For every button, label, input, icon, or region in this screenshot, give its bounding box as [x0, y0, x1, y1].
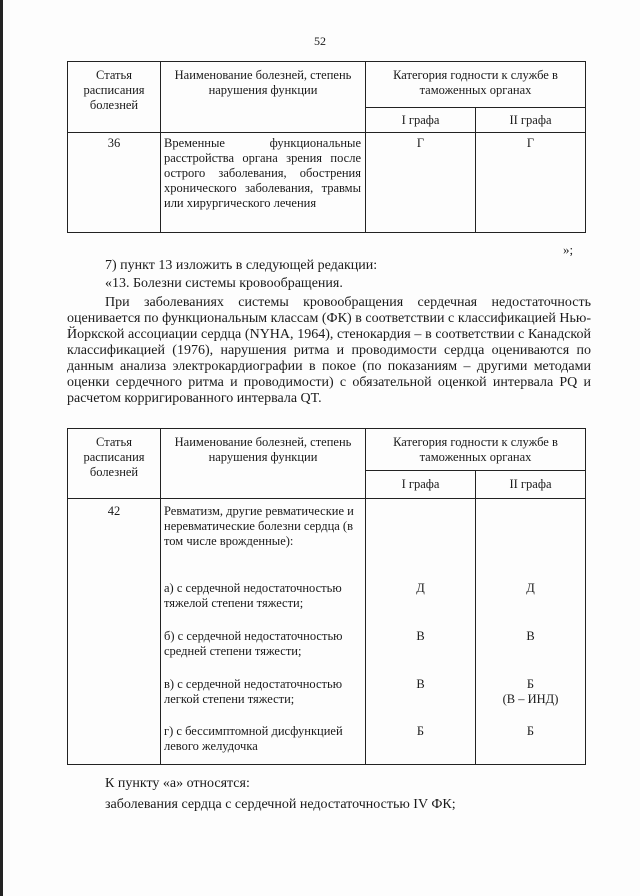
header-article: Статья расписания болезней — [68, 62, 161, 133]
category-col-1: Д В В Б — [366, 499, 476, 765]
page-number: 52 — [314, 34, 326, 48]
section-title: «13. Болезни системы кровообращения. — [105, 276, 343, 291]
header-disease-name: Наименование болезней, степень нарушения функции — [161, 429, 366, 499]
category-col-1: Г — [366, 133, 476, 233]
fitness-table-article-42 — [67, 428, 586, 765]
disease-description — [161, 499, 366, 765]
header-col-2: II графа — [476, 108, 586, 133]
item-d: г) с бессимптомной дисфункцией левого желудочка — [164, 724, 343, 753]
header-category: Категория годности к службе в таможенных органах — [366, 62, 586, 108]
item-b: б) с сердечной недостаточностью средней степени тяжести; — [164, 629, 343, 658]
item-a-condition: заболевания сердца с сердечной недостаточностью IV ФК; — [105, 797, 456, 812]
amendment-instruction: 7) пункт 13 изложить в следующей редакции: — [105, 258, 378, 273]
closing-quote: »; — [563, 242, 574, 257]
disease-description: Временные функциональные расстройства органа зрения после острого заболевания, обострения хронического заболевания, травмы или хирургического лечения — [161, 133, 366, 233]
section-body: При заболеваниях системы кровообращения сердечная недостаточность оценивается по функциональным классам (ФК) в соответствии с классификацией Нью-Йоркской ассоциации сердца (NYHA, 1964), стенокардия – в соответствии с Канадской классификацией (1976), нарушения ритма и проводимости сердца оцениваются по данным анализа электрокардиографии в покое (по показаниям – другими методами оценки сердечного ритма и проводимости) с обязательной оценкой интервала PQ и расчетом корригированного интервала QT. — [67, 295, 591, 406]
category-col-2: Д В Б (В – ИНД) Б — [476, 499, 586, 765]
scan-edge — [0, 0, 3, 896]
item-c: в) с сердечной недостаточностью легкой степени тяжести; — [164, 677, 343, 706]
article-number: 36 — [68, 133, 161, 233]
header-col-1: I графа — [366, 471, 476, 499]
header-category: Категория годности к службе в таможенных органах — [366, 429, 586, 471]
header-col-1: I графа — [366, 108, 476, 133]
item-a: а) с сердечной недостаточностью тяжелой степени тяжести; — [164, 581, 342, 610]
item-a-reference: К пункту «а» относятся: — [105, 776, 250, 791]
header-col-2: II графа — [476, 471, 586, 499]
header-article: Статья расписания болезней — [68, 429, 161, 499]
article-number: 42 — [68, 499, 161, 765]
fitness-table-article-36 — [67, 61, 586, 233]
header-disease-name: Наименование болезней, степень нарушения функции — [161, 62, 366, 133]
disease-intro: Ревматизм, другие ревматические и неревматические болезни сердца (в том числе врожденные): — [164, 504, 354, 548]
category-col-2: Г — [476, 133, 586, 233]
